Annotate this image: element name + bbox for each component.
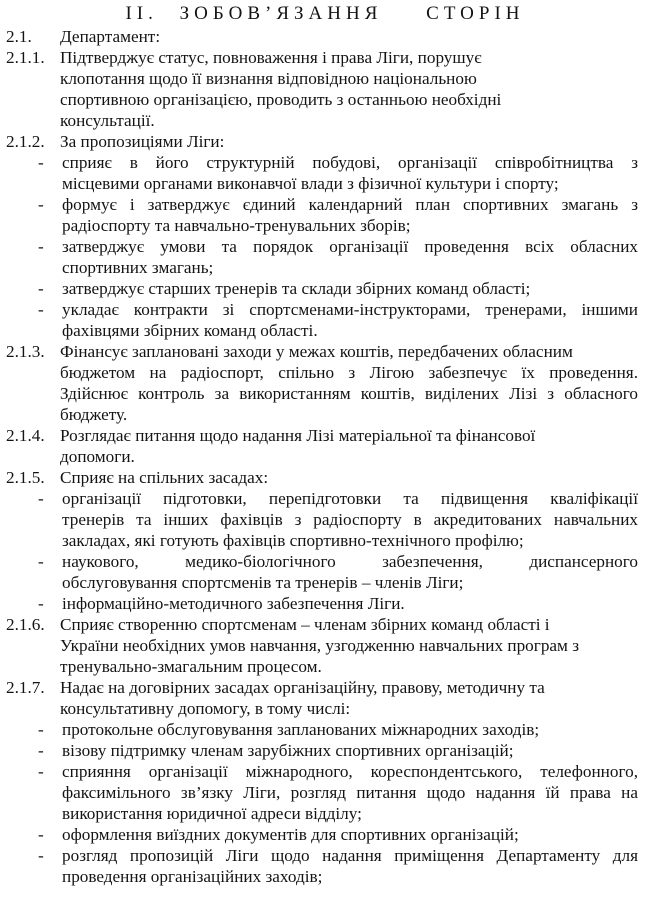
text-line [0,467,650,488]
clause-number: 2.1.7. [6,678,45,697]
bullet-dash: - [38,825,44,844]
text-line [0,215,650,236]
line-text: затверджує старших тренерів та склади збірних команд області; [62,279,531,298]
text-line [0,425,650,446]
line-text: протокольне обслуговування запланованих міжнародних заходів; [62,720,540,739]
line-text: затверджує умови та порядок організації проведення всіх обласних [62,237,638,256]
text-line [0,173,650,194]
text-line [0,299,650,320]
line-text: консультативну допомогу, в тому числі: [60,699,351,718]
bullet-dash: - [38,489,44,508]
line-text: За пропозиціями Ліги: [60,132,225,151]
line-text: консультації. [60,111,155,130]
text-line [0,26,650,47]
line-text: сприяння організації міжнародного, кореспондентського, телефонного, [62,762,638,781]
bullet-dash: - [38,237,44,256]
line-text: Здійснює контроль за використанням коштів, виділених Лізі з обласного [60,384,638,403]
text-line [0,446,650,467]
bullet-dash: - [38,846,44,865]
section-number: II. [125,3,158,24]
section-title-word-2: СТОРІН [426,3,525,24]
line-text: проведення організаційних заходів; [62,867,323,886]
line-text: Фінансує заплановані заходи у межах коштів, передбачених обласним [60,342,573,361]
line-text: розгляд пропозицій Ліги щодо надання приміщення Департаменту для [62,846,638,865]
line-text: інформаційно-методичного забезпечення Ліги. [62,594,405,613]
text-line [0,68,650,89]
line-text: тренувально-змагальним процесом. [60,657,322,676]
bullet-dash: - [38,195,44,214]
line-text: сприяє в його структурній побудові, організації співробітництва з [62,153,638,172]
bullet-dash: - [38,552,44,571]
text-line [0,110,650,131]
line-text: тренерів та інших фахівців з радіоспорту в акредитованих навчальних [62,510,638,529]
text-line [0,761,650,782]
clause-number: 2.1.1. [6,48,45,67]
bullet-dash: - [38,741,44,760]
text-line [0,803,650,824]
text-line [0,635,650,656]
text-line [0,614,650,635]
section-title-word-1: ЗОБОВ’ЯЗАННЯ [179,3,383,24]
text-line [0,509,650,530]
line-text: оформлення виїздних документів для спортивних організацій; [62,825,519,844]
bullet-dash: - [38,594,44,613]
bullet-dash: - [38,279,44,298]
text-line [0,383,650,404]
text-line [0,131,650,152]
line-text: клопотання щодо її визнання відповідною національною [60,69,477,88]
text-line [0,89,650,110]
line-text: Підтверджує статус, повноваження і права Ліги, порушує [60,48,482,67]
text-line [0,320,650,341]
text-line [0,824,650,845]
text-line [0,740,650,761]
line-text: бюджетом на радіоспорт, спільно з Лігою забезпечує їх проведення. [60,363,638,382]
line-text: формує і затверджує єдиний календарний план спортивних змагань з [62,195,638,214]
clause-number: 2.1.6. [6,615,45,634]
line-text: обслуговування спортсменів та тренерів – членів Ліги; [62,573,464,592]
line-text: Сприяє на спільних засадах: [60,468,269,487]
text-line [0,236,650,257]
text-line [0,47,650,68]
text-line [0,194,650,215]
line-text: фахівцями збірних команд області. [62,321,318,340]
line-text: організації підготовки, перепідготовки та підвищення кваліфікації [62,489,638,508]
line-text: допомоги. [60,447,135,466]
bullet-dash: - [38,720,44,739]
text-line [0,698,650,719]
line-text: спортивних змагань; [62,258,214,277]
text-line [0,404,650,425]
clause-number: 2.1.2. [6,132,45,151]
line-text: Сприяє створенню спортсменам – членам збірних команд області і [60,615,550,634]
text-line [0,656,650,677]
text-line [0,257,650,278]
text-line [0,152,650,173]
text-line [0,341,650,362]
text-line [0,488,650,509]
bullet-dash: - [38,300,44,319]
line-text: радіоспорту та навчально-тренувальних зборів; [62,216,411,235]
clause-number: 2.1. [6,27,32,46]
clause-number: 2.1.3. [6,342,45,361]
text-line [0,782,650,803]
bullet-dash: - [38,762,44,781]
clause-number: 2.1.4. [6,426,45,445]
line-text: візову підтримку членам зарубіжних спортивних організацій; [62,741,514,760]
text-line [0,530,650,551]
bullet-dash: - [38,153,44,172]
line-text: бюджету. [60,405,128,424]
text-line [0,677,650,698]
text-line [0,845,650,866]
line-text: Надає на договірних засадах організаційну, правову, методичну та [60,678,545,697]
line-text: наукового, медико-біологічного забезпечення, диспансерного [62,552,638,571]
text-line [0,593,650,614]
line-text: місцевими органами виконавчої влади з фізичної культури і спорту; [62,174,559,193]
line-text: Розглядає питання щодо надання Лізі матеріальної та фінансової [60,426,536,445]
line-text: Департамент: [60,27,161,46]
line-text: використання юридичної адреси відділу; [62,804,362,823]
text-line [0,719,650,740]
text-line [0,278,650,299]
section-heading [0,3,650,25]
line-text: факсимільного зв’язку Ліги, розгляд питання щодо надання їй права на [62,783,638,802]
text-line [0,572,650,593]
line-text: закладах, які готують фахівців спортивно-технічного профілю; [62,531,524,550]
text-line [0,866,650,887]
line-text: спортивною організацією, проводить з останньою необхідні [60,90,502,109]
text-line [0,362,650,383]
text-line [0,551,650,572]
line-text: укладає контракти зі спортсменами-інструкторами, тренерами, іншими [62,300,638,319]
clause-number: 2.1.5. [6,468,45,487]
line-text: України необхідних умов навчання, узгодженню навчальних програм з [60,636,580,655]
